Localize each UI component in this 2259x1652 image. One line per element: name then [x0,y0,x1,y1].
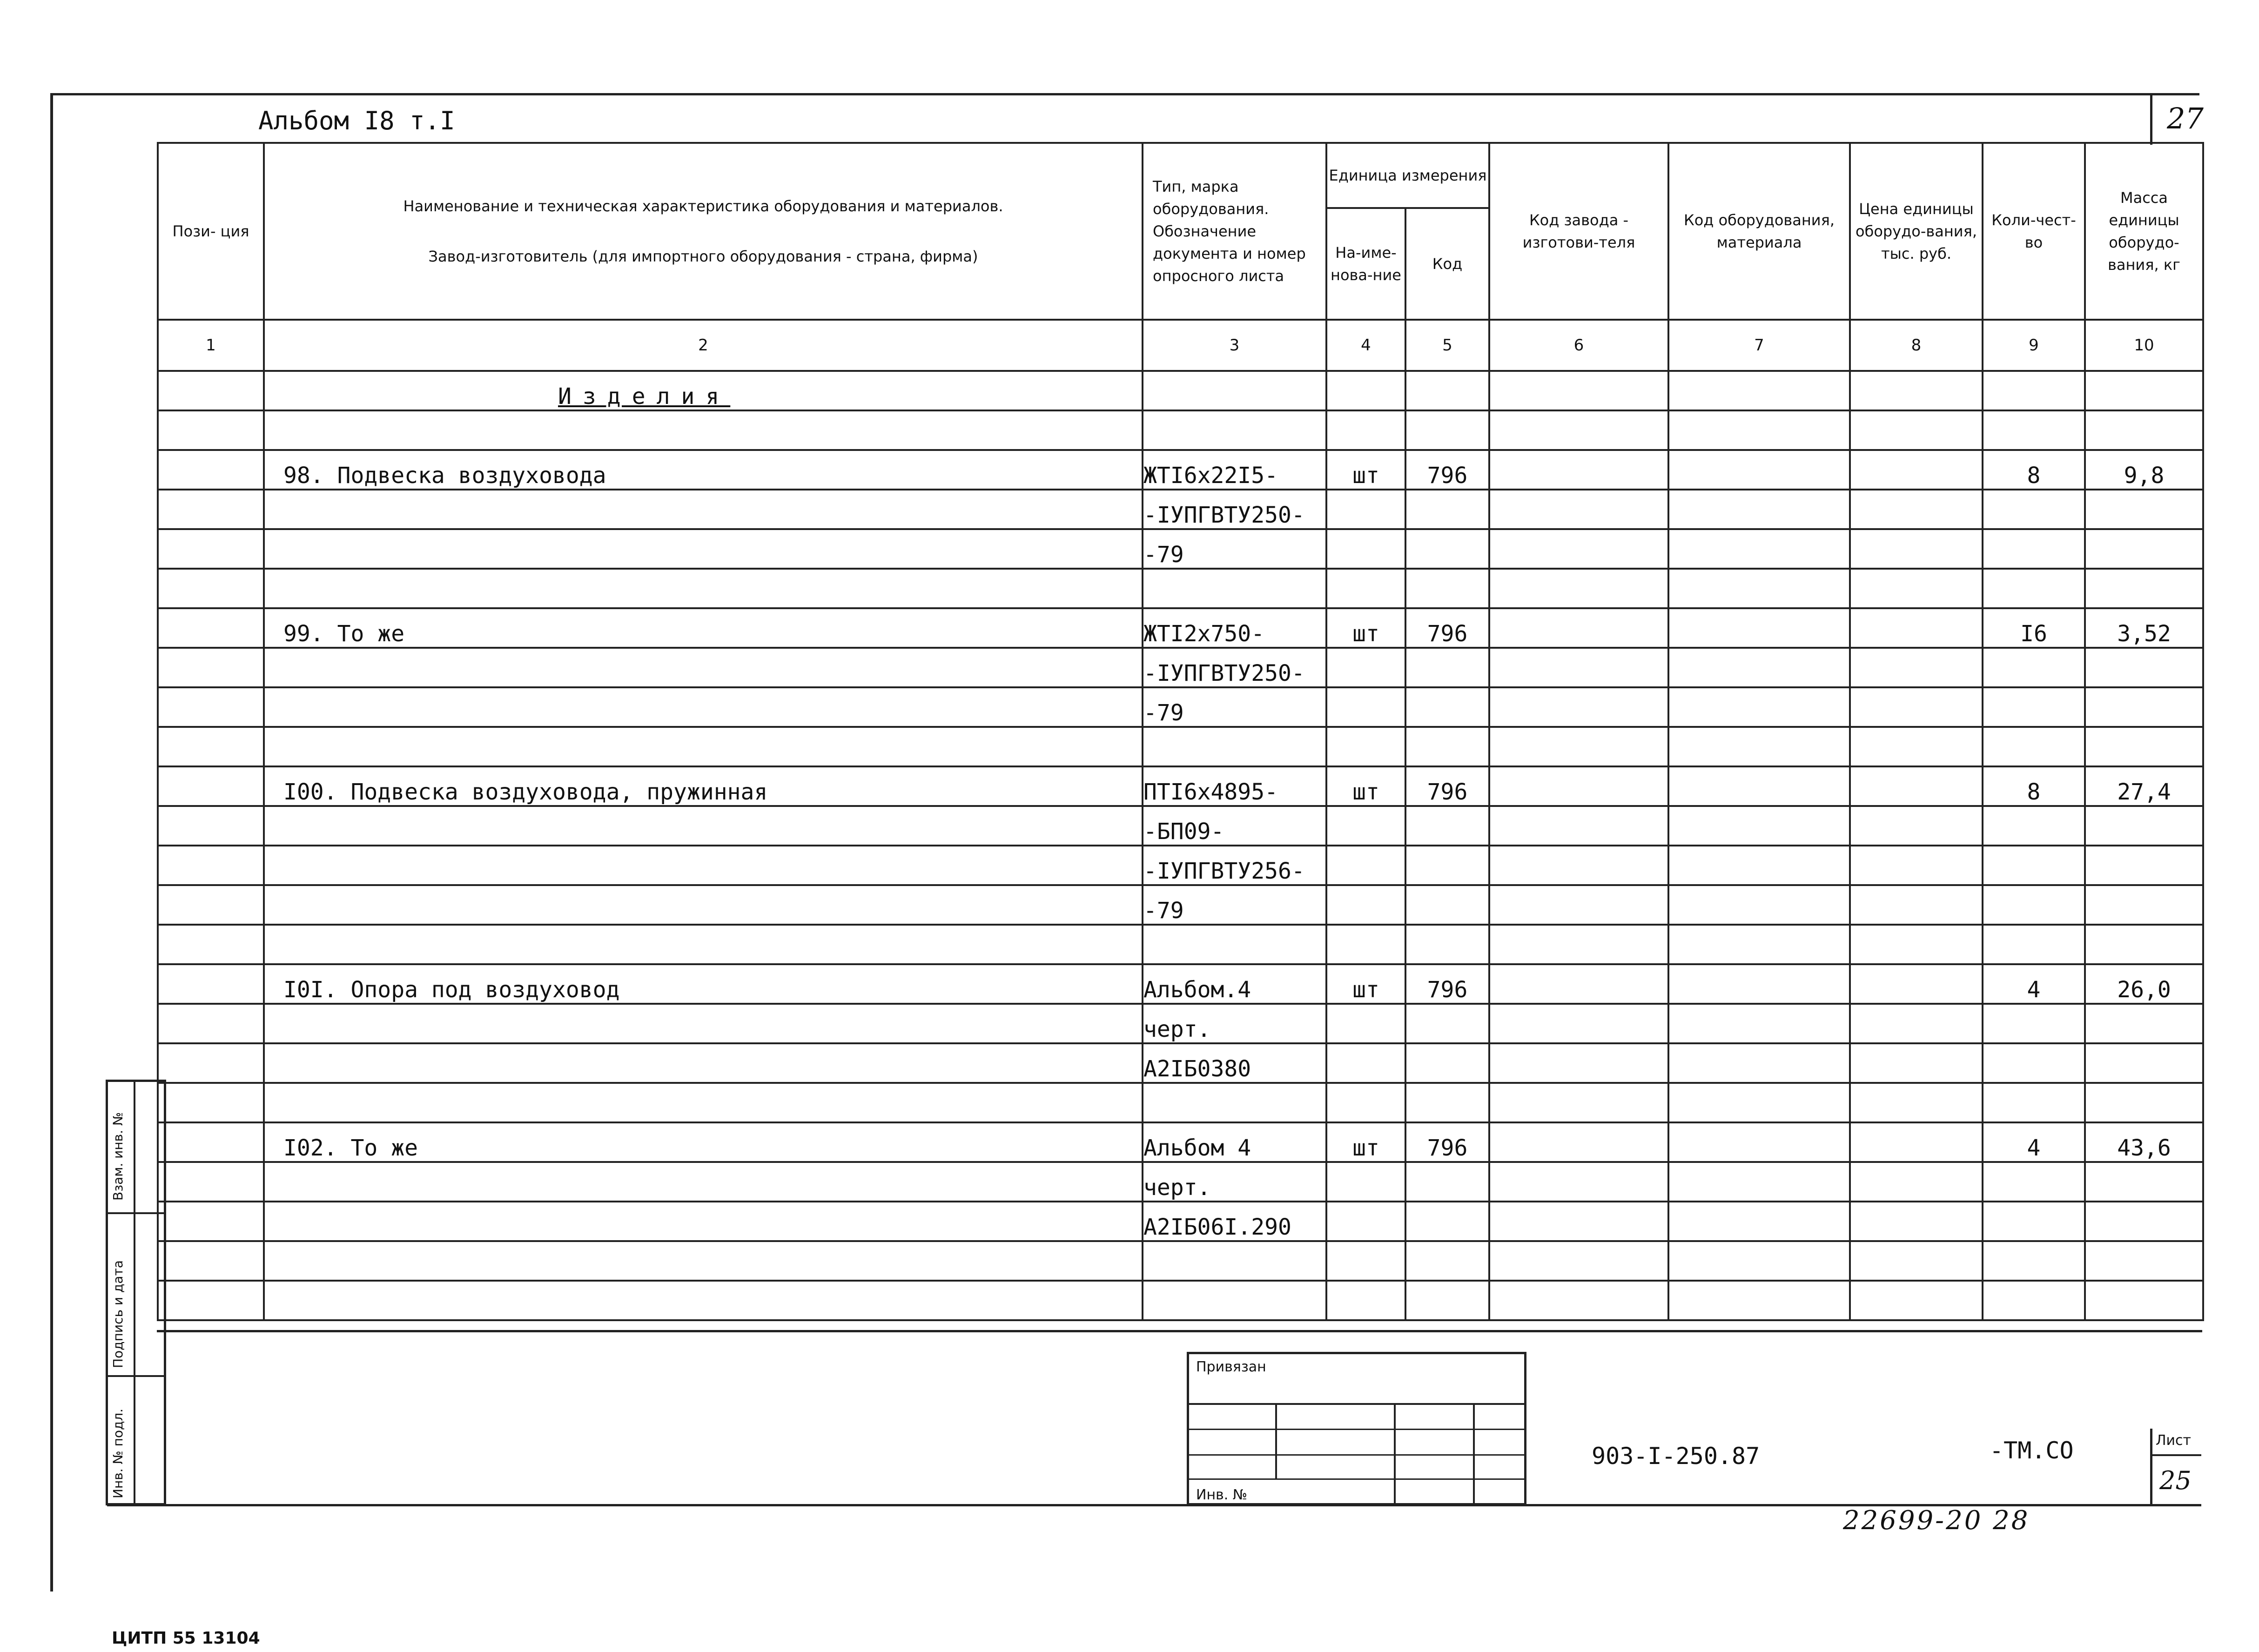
table-cell-type: -79 [1143,885,1326,925]
table-cell-code: 796 [1405,608,1489,648]
table-cell-maker [1489,885,1668,925]
table-cell-type: -IУПГВТУ250- [1143,648,1326,687]
table-cell-type: А2IБ06I.290 [1143,1202,1326,1241]
table-cell-equip [1668,1004,1850,1043]
table-cell-qty: 4 [1983,964,2085,1004]
column-number: 6 [1489,320,1668,371]
table-row [158,608,2203,648]
table-cell-type [1143,569,1326,608]
footer-note: ЦИТП 55 13104 [112,1629,260,1648]
table-cell-type: черт. [1143,1004,1326,1043]
table-cell-equip [1668,964,1850,1004]
table-cell-code [1405,410,1489,450]
table-cell-maker [1489,1162,1668,1202]
table-cell-name [264,648,1143,687]
table-cell-pos [158,569,264,608]
table-cell-price [1850,569,1983,608]
table-cell-name [264,806,1143,846]
col-header-name [264,143,1143,320]
table-cell-price [1850,648,1983,687]
table-cell-mass: 27,4 [2085,766,2203,806]
table-cell-mass [2085,687,2203,727]
table-cell-equip [1668,846,1850,885]
table-cell-name [264,1281,1143,1320]
table-cell-mass [2085,1083,2203,1122]
table-cell-equip [1668,1122,1850,1162]
column-number: 2 [264,320,1143,371]
table-cell-pos [158,766,264,806]
table-cell-price [1850,806,1983,846]
table-cell-price [1850,410,1983,450]
column-number-row [158,320,2203,371]
table-cell-code: 796 [1405,766,1489,806]
col-header-mass: Масса единицы оборудо-вания, кг [2085,143,2203,320]
table-cell-mass [2085,1281,2203,1320]
table-cell-price [1850,608,1983,648]
stamp-inv-label: Инв. № [1196,1487,1248,1503]
table-cell-equip [1668,1281,1850,1320]
table-cell-mass [2085,727,2203,766]
table-cell-unit [1326,1241,1405,1281]
table-cell-maker [1489,1043,1668,1083]
table-cell-price [1850,529,1983,569]
col-header-quantity: Коли-чест-во [1983,143,2085,320]
table-cell-unit: шт [1326,766,1405,806]
table-cell-mass [2085,1241,2203,1281]
table-cell-qty [1983,885,2085,925]
table-cell-unit: шт [1326,964,1405,1004]
table-cell-code [1405,885,1489,925]
table-cell-name: I00. Подвеска воздуховода, пружинная [264,766,1143,806]
table-cell-code [1405,806,1489,846]
table-cell-price [1850,1043,1983,1083]
table-cell-pos [158,1162,264,1202]
table-cell-unit: шт [1326,1122,1405,1162]
table-cell-pos [158,846,264,885]
table-cell-type [1143,727,1326,766]
table-cell-pos [158,806,264,846]
table-cell-code [1405,727,1489,766]
table-cell-maker [1489,450,1668,490]
table-cell-unit [1326,846,1405,885]
table-cell-price [1850,925,1983,964]
table-cell-name [264,846,1143,885]
table-row [158,1241,2203,1281]
table-cell-qty [1983,490,2085,529]
table-cell-name: I02. То же [264,1122,1143,1162]
table-row [158,450,2203,490]
table-cell-mass: 26,0 [2085,964,2203,1004]
table-cell-price [1850,687,1983,727]
table-cell-code: 796 [1405,964,1489,1004]
table-cell-maker [1489,687,1668,727]
table-cell-unit [1326,1083,1405,1122]
table-cell-mass [2085,410,2203,450]
table-row [158,1083,2203,1122]
table-cell-unit [1326,1004,1405,1043]
table-cell-qty [1983,1241,2085,1281]
col-header-name-line1: Наименование и техническая характеристика оборудования и материалов. [403,197,1003,215]
table-cell-unit [1326,885,1405,925]
title-block-top-line [157,1330,2202,1332]
table-cell-price [1850,1122,1983,1162]
table-cell-equip [1668,766,1850,806]
table-cell-name [264,1043,1143,1083]
table-cell-price [1850,1281,1983,1320]
table-cell-code [1405,648,1489,687]
table-cell-maker [1489,964,1668,1004]
table-cell-equip [1668,410,1850,450]
table-row [158,529,2203,569]
table-row [158,964,2203,1004]
table-cell-code [1405,490,1489,529]
column-number: 3 [1143,320,1326,371]
table-cell-pos [158,1083,264,1122]
table-cell-name [264,529,1143,569]
specification-table [157,142,2204,1321]
table-cell-code [1405,1043,1489,1083]
table-cell-unit: шт [1326,450,1405,490]
table-cell-pos [158,648,264,687]
table-cell-equip [1668,885,1850,925]
linked-stamp [1187,1352,1526,1505]
table-cell-maker [1489,490,1668,529]
table-cell-pos [158,1202,264,1241]
table-cell-name: 99. То же [264,608,1143,648]
table-cell-qty [1983,1043,2085,1083]
table-cell-maker [1489,806,1668,846]
table-cell-equip [1668,1241,1850,1281]
table-cell-code [1405,925,1489,964]
table-cell-qty [1983,846,2085,885]
table-cell-qty [1983,925,2085,964]
table-cell-price [1850,490,1983,529]
table-cell-type [1143,1083,1326,1122]
table-row [158,885,2203,925]
table-cell-unit [1326,648,1405,687]
table-cell-maker [1489,529,1668,569]
table-cell-name [264,885,1143,925]
col-header-unit-group: Единица измерения [1326,143,1489,208]
table-cell-price [1850,846,1983,885]
table-cell-type: ПТI6х4895- [1143,766,1326,806]
table-cell-name: I0I. Опора под воздуховод [264,964,1143,1004]
column-number: 9 [1983,320,2085,371]
table-cell-price [1850,1083,1983,1122]
table-cell-code [1405,687,1489,727]
album-label: Альбом I8 т.I [258,106,455,135]
table-cell-equip [1668,925,1850,964]
table-cell-type: -IУПГВТУ250- [1143,490,1326,529]
table-row [158,1004,2203,1043]
table-cell-type [1143,1281,1326,1320]
table-cell-type: Альбом.4 [1143,964,1326,1004]
table-cell-price [1850,1162,1983,1202]
table-cell-name [264,1241,1143,1281]
table-cell-price [1850,964,1983,1004]
table-cell-maker [1489,1083,1668,1122]
table-cell-qty [1983,1202,2085,1241]
table-row [158,569,2203,608]
table-cell-mass [2085,806,2203,846]
table-cell-unit [1326,1281,1405,1320]
column-number: 7 [1668,320,1850,371]
col-header-name-line2: Завод-изготовитель (для импортного оборудования - страна, фирма) [428,248,978,265]
table-cell-qty [1983,1083,2085,1122]
table-cell-price [1850,450,1983,490]
table-cell-mass [2085,1043,2203,1083]
list-number: 25 [2159,1466,2192,1495]
table-cell-mass [2085,1162,2203,1202]
section-title: Изделия [264,371,1143,410]
table-cell-pos [158,1043,264,1083]
table-row [158,490,2203,529]
col-header-position: Пози- ция [158,143,264,320]
table-cell-name [264,1004,1143,1043]
table-cell-code [1405,1241,1489,1281]
column-number: 8 [1850,320,1983,371]
table-cell-type: Альбом 4 [1143,1122,1326,1162]
column-number: 10 [2085,320,2203,371]
table-cell-type: А2IБ0380 [1143,1043,1326,1083]
table-cell-unit [1326,806,1405,846]
table-cell-unit [1326,727,1405,766]
list-label: Лист [2156,1432,2192,1449]
side-label-signature: Подпись и дата [110,1260,126,1368]
table-cell-maker [1489,1202,1668,1241]
table-row [158,1202,2203,1241]
table-cell-pos [158,727,264,766]
table-cell-type: -79 [1143,687,1326,727]
table-cell-pos [158,1281,264,1320]
table-cell-maker [1489,766,1668,806]
table-cell-maker [1489,608,1668,648]
table-row [158,1043,2203,1083]
table-cell-maker [1489,846,1668,885]
table-cell-qty [1983,687,2085,727]
table-cell-unit [1326,687,1405,727]
table-cell-price [1850,766,1983,806]
col-header-unit-code: Код [1405,208,1489,320]
table-cell-maker [1489,1281,1668,1320]
table-row [158,925,2203,964]
table-cell-qty: I6 [1983,608,2085,648]
table-cell-pos [158,687,264,727]
table-cell-qty: 4 [1983,1122,2085,1162]
table-cell-mass [2085,1004,2203,1043]
table-cell-unit [1326,569,1405,608]
table-row [158,766,2203,806]
table-cell-type [1143,925,1326,964]
table-row [158,1162,2203,1202]
table-cell-equip [1668,450,1850,490]
table-row [158,1122,2203,1162]
table-cell-code: 796 [1405,1122,1489,1162]
table-cell-qty [1983,1162,2085,1202]
table-cell-equip [1668,529,1850,569]
table-cell-code [1405,1162,1489,1202]
table-cell-mass: 43,6 [2085,1122,2203,1162]
table-row [158,846,2203,885]
table-cell-equip [1668,1043,1850,1083]
table-cell-unit [1326,1162,1405,1202]
table-cell-mass [2085,648,2203,687]
table-cell-mass [2085,490,2203,529]
table-row [158,687,2203,727]
table-cell-qty [1983,529,2085,569]
table-cell-code [1405,1004,1489,1043]
document-code: 903-I-250.87 [1592,1443,1760,1470]
table-cell-name [264,1162,1143,1202]
document-suffix: -ТМ.СО [1990,1437,2074,1464]
table-cell-equip [1668,1162,1850,1202]
side-label-inv-podl: Инв. № подл. [110,1408,126,1498]
table-cell-maker [1489,569,1668,608]
col-header-price: Цена единицы оборудо-вания, тыс. руб. [1850,143,1983,320]
table-cell-pos [158,885,264,925]
table-cell-type: ЖТI6х22I5- [1143,450,1326,490]
table-cell-pos [158,608,264,648]
table-cell-mass [2085,925,2203,964]
col-header-unit-name: На-име-нова-ние [1326,208,1405,320]
table-cell-pos [158,529,264,569]
table-cell-equip [1668,648,1850,687]
table-cell-price [1850,885,1983,925]
column-number: 4 [1326,320,1405,371]
table-cell-mass [2085,1202,2203,1241]
table-cell-pos [158,1122,264,1162]
col-header-type: Тип, марка оборудования. Обозначение документа и номер опросного листа [1143,143,1326,320]
table-row [158,1281,2203,1320]
table-cell-pos [158,925,264,964]
table-cell-mass [2085,569,2203,608]
table-cell-name [264,687,1143,727]
table-cell-mass [2085,529,2203,569]
table-cell-unit [1326,410,1405,450]
table-cell-price [1850,1202,1983,1241]
table-cell-type: черт. [1143,1162,1326,1202]
table-cell-equip [1668,1083,1850,1122]
col-header-maker-code: Код завода - изготови-теля [1489,143,1668,320]
table-cell-code [1405,569,1489,608]
table-row [158,727,2203,766]
table-cell-equip [1668,727,1850,766]
section-title-row [158,371,2203,410]
table-cell-pos [158,964,264,1004]
table-cell-maker [1489,727,1668,766]
table-cell-type [1143,410,1326,450]
table-cell-unit [1326,925,1405,964]
table-cell-code [1405,1202,1489,1241]
table-cell-qty [1983,410,2085,450]
table-cell-maker [1489,648,1668,687]
table-cell-name: 98. Подвеска воздуховода [264,450,1143,490]
table-cell-equip [1668,490,1850,529]
archive-number: 22699-20 28 [1843,1505,2030,1536]
table-cell-unit: шт [1326,608,1405,648]
table-cell-price [1850,1004,1983,1043]
table-cell-qty [1983,806,2085,846]
table-cell-type: -79 [1143,529,1326,569]
table-cell-equip [1668,687,1850,727]
table-cell-equip [1668,806,1850,846]
table-cell-pos [158,490,264,529]
table-cell-code [1405,1083,1489,1122]
table-cell-qty [1983,648,2085,687]
table-cell-unit [1326,490,1405,529]
table-cell-name [264,727,1143,766]
table-cell-qty [1983,1281,2085,1320]
table-cell-equip [1668,608,1850,648]
side-label-vzam: Взам. инв. № [110,1112,126,1201]
table-cell-qty [1983,727,2085,766]
sheet-number: 27 [2167,101,2204,135]
table-cell-name [264,490,1143,529]
table-cell-name [264,1083,1143,1122]
table-cell-mass: 3,52 [2085,608,2203,648]
table-cell-maker [1489,410,1668,450]
table-cell-type: ЖТI2х750- [1143,608,1326,648]
table-cell-maker [1489,1004,1668,1043]
stamp-linked-label: Привязан [1196,1359,1266,1375]
table-cell-code [1405,846,1489,885]
table-cell-type [1143,1241,1326,1281]
column-number: 1 [158,320,264,371]
table-row [158,806,2203,846]
table-cell-pos [158,410,264,450]
table-cell-name [264,1202,1143,1241]
table-cell-qty: 8 [1983,450,2085,490]
table-cell-name [264,569,1143,608]
table-cell-type: -БП09- [1143,806,1326,846]
table-cell-mass [2085,846,2203,885]
table-cell-pos [158,1004,264,1043]
table-cell-name [264,925,1143,964]
table-cell-code [1405,529,1489,569]
table-cell-unit [1326,529,1405,569]
table-cell-price [1850,1241,1983,1281]
table-cell-mass [2085,885,2203,925]
col-header-equipment-code: Код оборудования, материала [1668,143,1850,320]
table-cell-qty: 8 [1983,766,2085,806]
table-cell-qty [1983,569,2085,608]
table-cell-maker [1489,1122,1668,1162]
table-cell-qty [1983,1004,2085,1043]
table-cell-pos [158,450,264,490]
column-number: 5 [1405,320,1489,371]
table-cell-code: 796 [1405,450,1489,490]
table-row [158,648,2203,687]
table-cell-type: -IУПГВТУ256- [1143,846,1326,885]
table-cell-unit [1326,1043,1405,1083]
table-cell-pos [158,1241,264,1281]
table-cell-price [1850,727,1983,766]
table-cell-mass: 9,8 [2085,450,2203,490]
table-cell-equip [1668,1202,1850,1241]
table-cell-unit [1326,1202,1405,1241]
table-cell-maker [1489,925,1668,964]
table-cell-maker [1489,1241,1668,1281]
table-cell-name [264,410,1143,450]
table-cell-code [1405,1281,1489,1320]
table-cell-equip [1668,569,1850,608]
table-row [158,410,2203,450]
